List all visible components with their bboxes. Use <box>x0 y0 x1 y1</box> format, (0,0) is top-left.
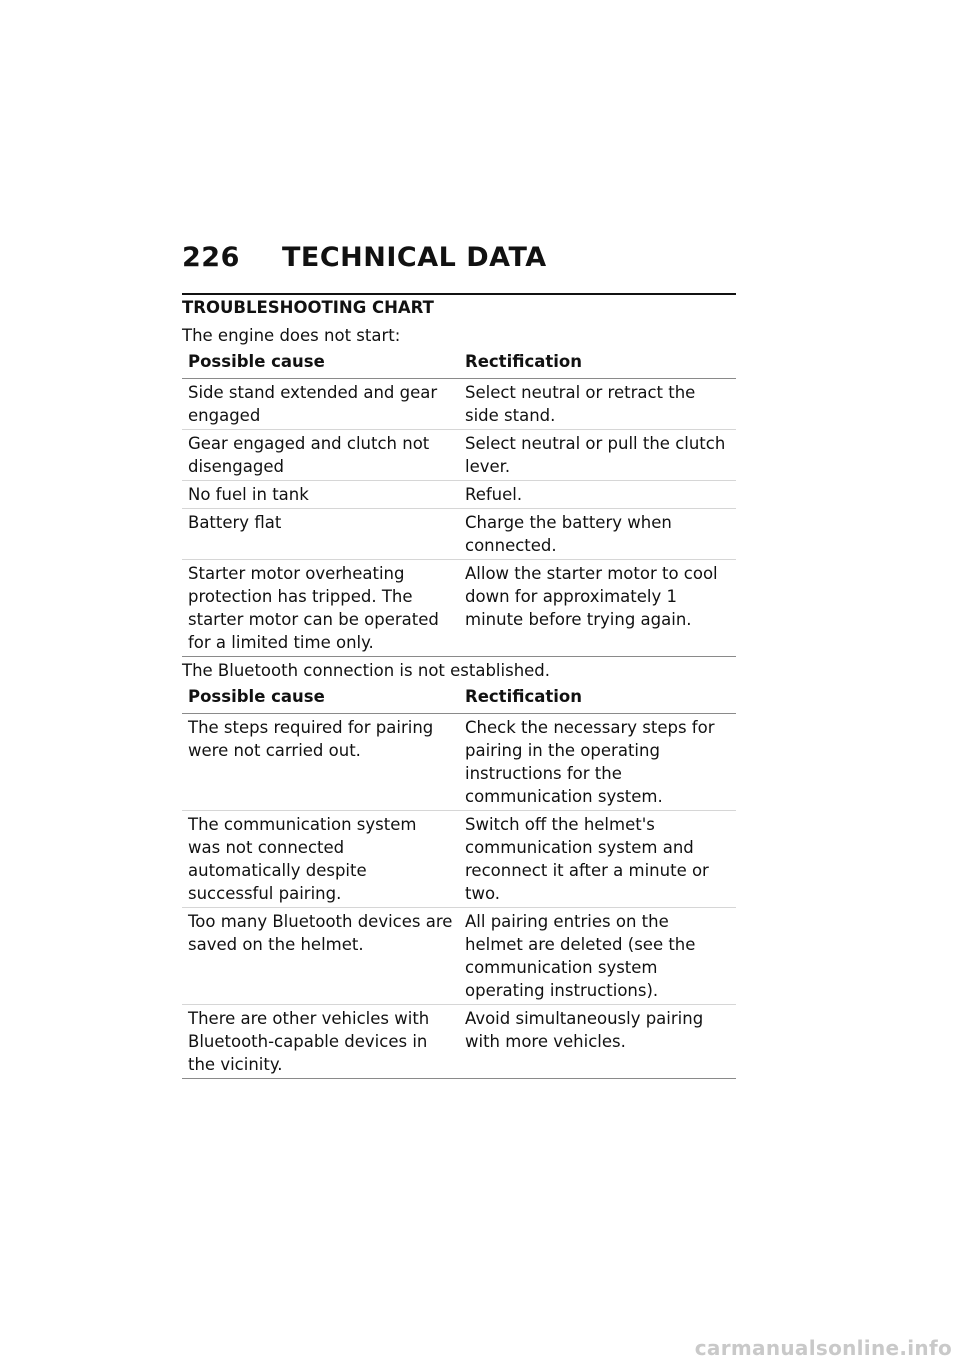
rectification-cell: All pairing entries on the helmet are deleted (see the communication system operating instructions). <box>459 908 736 1005</box>
table-row <box>182 908 736 1005</box>
cause-cell: There are other vehicles with Bluetooth-capable devices in the vicinity. <box>182 1005 459 1079</box>
page-header <box>182 242 547 273</box>
engine-intro: The engine does not start: <box>182 326 401 345</box>
table-row <box>182 811 736 908</box>
table-header-row <box>182 350 736 379</box>
table-row <box>182 481 736 509</box>
rectification-cell: Select neutral or pull the clutch lever. <box>459 430 736 481</box>
table-row <box>182 430 736 481</box>
chapter-title: TECHNICAL DATA <box>282 242 547 273</box>
cause-cell: Too many Bluetooth devices are saved on the helmet. <box>182 908 459 1005</box>
rectification-cell: Check the necessary steps for pairing in the operating instructions for the communication system. <box>459 714 736 811</box>
cause-cell: The steps required for pairing were not carried out. <box>182 714 459 811</box>
site-watermark[interactable]: carmanualsonline.info <box>694 1336 952 1360</box>
rectification-cell: Avoid simultaneously pairing with more vehicles. <box>459 1005 736 1079</box>
table-header-row <box>182 685 736 714</box>
column-header-cause: Possible cause <box>182 350 459 379</box>
rectification-cell: Select neutral or retract the side stand. <box>459 379 736 430</box>
cause-cell: Starter motor overheating protection has tripped. The starter motor can be operated for a limited time only. <box>182 560 459 657</box>
cause-cell: Battery flat <box>182 509 459 560</box>
cause-cell: The communication system was not connected automatically despite successful pairing. <box>182 811 459 908</box>
engine-troubleshooting-table <box>182 350 736 657</box>
bluetooth-intro: The Bluetooth connection is not established. <box>182 661 551 680</box>
column-header-rectification: Rectification <box>459 685 736 714</box>
column-header-rectification: Rectification <box>459 350 736 379</box>
table-row <box>182 509 736 560</box>
table-row <box>182 714 736 811</box>
cause-cell: Gear engaged and clutch not disengaged <box>182 430 459 481</box>
column-header-cause: Possible cause <box>182 685 459 714</box>
section-title: TROUBLESHOOTING CHART <box>182 298 434 317</box>
rectification-cell: Switch off the helmet's communication system and reconnect it after a minute or two. <box>459 811 736 908</box>
table-row <box>182 560 736 657</box>
header-rule <box>182 293 736 295</box>
cause-cell: No fuel in tank <box>182 481 459 509</box>
bluetooth-troubleshooting-table <box>182 685 736 1079</box>
page-number: 226 <box>182 242 240 273</box>
rectification-cell: Allow the starter motor to cool down for approximately 1 minute before trying again. <box>459 560 736 657</box>
table-row <box>182 1005 736 1079</box>
rectification-cell: Charge the battery when connected. <box>459 509 736 560</box>
rectification-cell: Refuel. <box>459 481 736 509</box>
cause-cell: Side stand extended and gear engaged <box>182 379 459 430</box>
table-row <box>182 379 736 430</box>
